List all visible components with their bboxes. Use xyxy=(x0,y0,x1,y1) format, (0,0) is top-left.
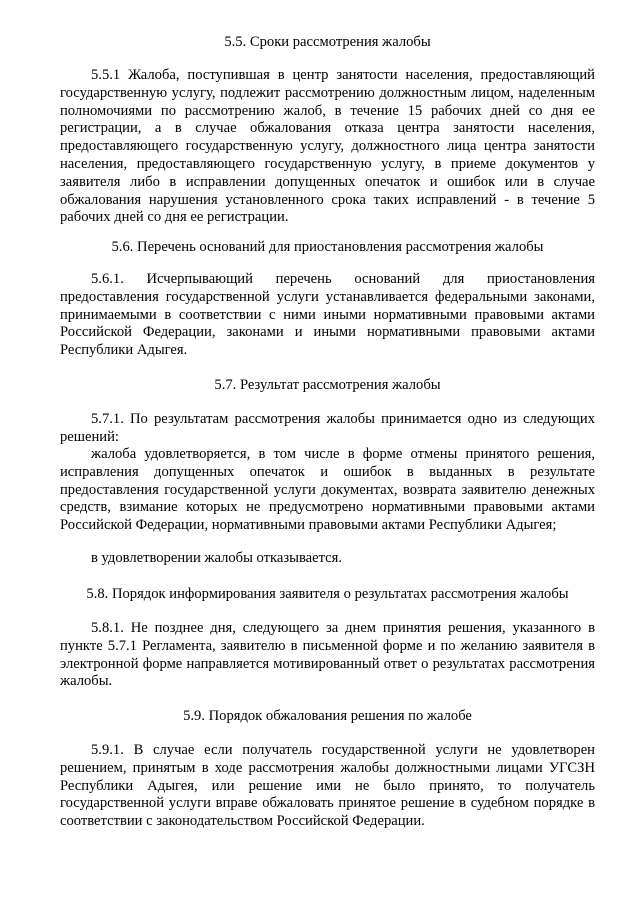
paragraph-5-8-1: 5.8.1. Не позднее дня, следующего за днем принятия решения, указанного в пункте 5.7.1 Регламента, заявителю в письменной форме и по желанию заявителя в электронной форме направляется мотивированный ответ о результатах рассмотрения жалобы. xyxy=(60,620,595,690)
section-heading-5-9: 5.9. Порядок обжалования решения по жалобе xyxy=(183,708,472,724)
section-heading-5-5: 5.5. Сроки рассмотрения жалобы xyxy=(224,34,431,50)
paragraph-5-6-1: 5.6.1. Исчерпывающий перечень оснований для приостановления предоставления государственной услуги устанавливается федеральными законами, принимаемыми в соответствии с ними иными нормативными правовыми актами Российской Федерации, законами и иными нормативными правовыми актами Республики Адыгея. xyxy=(60,271,595,359)
paragraph-5-7-1-option-satisfied: жалоба удовлетворяется, в том числе в форме отмены принятого решения, исправления допущенных опечаток и ошибок в выданных в результате предоставления государственной услуги документах, возврата заявителю денежных средств, взимание которых не предусмотрено нормативными правовыми актами Российской Федерации, нормативными правовыми актами Республики Адыгея; xyxy=(60,446,595,534)
paragraph-5-7-1: 5.7.1. По результатам рассмотрения жалобы принимается одно из следующих решений: xyxy=(60,411,595,445)
paragraph-5-7-1-option-refused: в удовлетворении жалобы отказывается. xyxy=(91,550,343,566)
paragraph-5-5-1: 5.5.1 Жалоба, поступившая в центр занятости населения, предоставляющий государственную услугу, подлежит рассмотрению должностным лицом, наделенным полномочиями по рассмотрению жалоб, в течение 15 рабочих дней со дня ее регистрации, а в случае обжалования отказа центра занятости населения, предоставляющего государственную услугу, должностного лица центра занятости населения, предоставляющего государственную услугу, в приеме документов у заявителя либо в исправлении допущенных опечаток и ошибок или в случае обжалования нарушения установленного срока таких исправлений - в течение 5 рабочих дней со дня ее регистрации. xyxy=(60,67,595,226)
section-heading-5-6: 5.6. Перечень оснований для приостановления рассмотрения жалобы xyxy=(111,239,544,255)
section-heading-5-7: 5.7. Результат рассмотрения жалобы xyxy=(214,377,441,393)
paragraph-5-9-1: 5.9.1. В случае если получатель государственной услуги не удовлетворен решением, принятым в ходе рассмотрения жалобы должностными лицами УГСЗН Республики Адыгея, или решение ими не было принято, то получатель государственной услуги вправе обжаловать принятое решение в судебном порядке в соответствии с законодательством Российской Федерации. xyxy=(60,742,595,830)
section-heading-5-8: 5.8. Порядок информирования заявителя о результатах рассмотрения жалобы xyxy=(86,586,569,602)
